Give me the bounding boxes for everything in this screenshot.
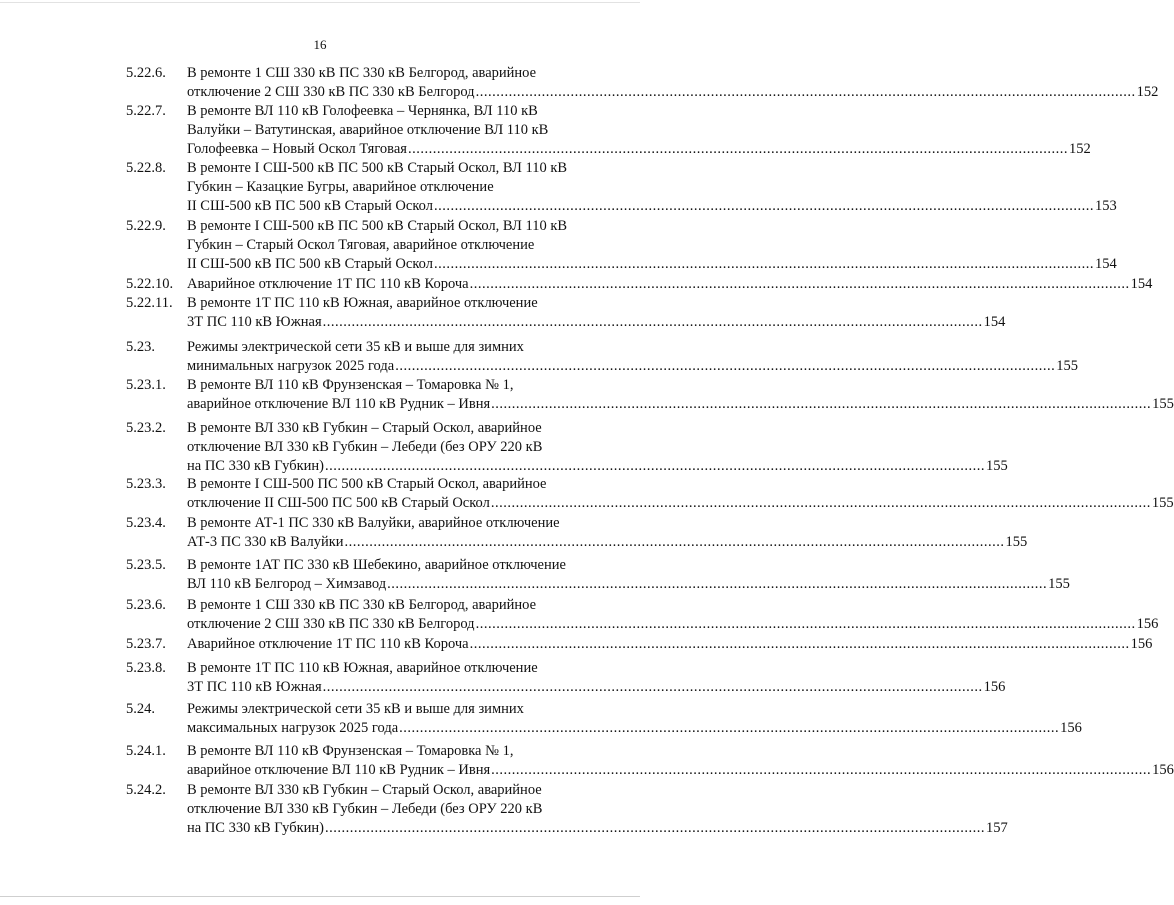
toc-entry-title-line: максимальных нагрузок 2025 года	[187, 720, 399, 736]
toc-entry-number: 5.22.11.	[126, 295, 173, 311]
toc-entry-title-line: В ремонте АТ-1 ПС 330 кВ Валуйки, аварийное отключение	[187, 515, 560, 531]
toc-entry	[0, 217, 1117, 274]
toc-entry-title	[187, 742, 1174, 780]
toc-entry-page-number: 155	[1152, 396, 1174, 412]
toc-entry-title-line: отключение 2 СШ 330 кВ ПС 330 кВ Белгород	[187, 84, 475, 100]
toc-entry-title-line: Валуйки – Ватутинская, аварийное отключение ВЛ 110 кВ	[187, 122, 549, 138]
toc-entry-page-number: 155	[1048, 576, 1070, 592]
dot-leader: ................................................................................................................................................................	[433, 198, 1094, 214]
toc-entry	[0, 376, 1174, 414]
toc-entry-number: 5.22.9.	[126, 218, 166, 234]
toc-entry-number: 5.22.7.	[126, 103, 166, 119]
toc-entry	[0, 659, 1006, 697]
toc-entry-page-number: 154	[1130, 276, 1153, 292]
toc-entry-title-line: В ремонте 1Т ПС 110 кВ Южная, аварийное отключение	[187, 660, 538, 676]
toc-entry-title	[187, 294, 1006, 332]
page-number: 16	[313, 37, 327, 52]
toc-entry	[0, 294, 1006, 332]
toc-entry-title	[187, 596, 1159, 634]
toc-entry-last-line	[187, 395, 1174, 414]
toc-entry-title-line: Губкин – Казацкие Бугры, аварийное отключение	[187, 179, 494, 195]
toc-entry-title	[187, 64, 1159, 102]
toc-entry-page-number: 154	[983, 314, 1006, 330]
toc-entry	[0, 64, 1159, 102]
toc-entry-page-number: 154	[1094, 256, 1117, 272]
toc-entry-title	[187, 102, 1091, 159]
toc-entry-last-line	[187, 197, 1117, 216]
toc-entry-page-number: 156	[983, 679, 1006, 695]
toc-entry-number: 5.24.	[126, 701, 155, 717]
toc-entry-title	[187, 700, 1082, 738]
toc-entry-title	[187, 338, 1078, 376]
toc-entry	[0, 514, 1028, 552]
toc-entry-title-line: В ремонте ВЛ 110 кВ Фрунзенская – Томаровка № 1,	[187, 743, 514, 759]
dot-leader: ................................................................................................................................................................	[324, 458, 985, 474]
toc-entry-title	[187, 556, 1070, 594]
toc-entry-title-line: на ПС 330 кВ Губкин)	[187, 820, 324, 836]
toc-entry-last-line	[187, 678, 1006, 697]
toc-entry-title-line: Аварийное отключение 1Т ПС 110 кВ Короча	[187, 276, 469, 292]
dot-leader: ................................................................................................................................................................	[407, 141, 1068, 157]
toc-entry-last-line	[187, 533, 1028, 552]
toc-entry-title	[187, 217, 1117, 274]
toc-entry-title-line: В ремонте ВЛ 330 кВ Губкин – Старый Оскол, аварийное	[187, 420, 542, 436]
toc-entry-page-number: 152	[1068, 141, 1091, 157]
toc-entry-number: 5.22.6.	[126, 65, 166, 81]
toc-entry-title	[187, 376, 1174, 414]
toc-entry-title-line: В ремонте ВЛ 330 кВ Губкин – Старый Оскол, аварийное	[187, 782, 542, 798]
dot-leader: ................................................................................................................................................................	[469, 276, 1130, 292]
toc-entry-title-line: отключение II СШ-500 ПС 500 кВ Старый Оскол	[187, 495, 490, 511]
toc-entry-number: 5.23.	[126, 339, 155, 355]
toc-entry-number: 5.23.3.	[126, 476, 166, 492]
toc-entry-title-line: отключение ВЛ 330 кВ Губкин – Лебеди (без ОРУ 220 кВ	[187, 801, 543, 817]
toc-entry-title-line: В ремонте ВЛ 110 кВ Голофеевка – Чернянка, ВЛ 110 кВ	[187, 103, 538, 119]
toc-entry	[0, 338, 1078, 376]
toc-entry-title	[187, 514, 1028, 552]
toc-entry-page-number: 156	[1060, 720, 1082, 736]
toc-entry-title-line: АТ-3 ПС 330 кВ Валуйки	[187, 534, 344, 550]
toc-entry	[0, 159, 1117, 216]
toc-entry-title-line: отключение 2 СШ 330 кВ ПС 330 кВ Белгород	[187, 616, 475, 632]
toc-entry-last-line	[187, 575, 1070, 594]
toc-entry-title-line: II СШ-500 кВ ПС 500 кВ Старый Оскол	[187, 256, 433, 272]
toc-entry-number: 5.23.7.	[126, 636, 166, 652]
toc-entry	[0, 275, 1153, 294]
toc-entry-page-number: 156	[1152, 762, 1174, 778]
toc-entry	[0, 742, 1174, 780]
toc-entry-last-line	[187, 635, 1153, 654]
toc-entry-title	[187, 419, 1008, 476]
toc-entry	[0, 635, 1153, 654]
toc-entry-title-line: II СШ-500 кВ ПС 500 кВ Старый Оскол	[187, 198, 433, 214]
dot-leader: ................................................................................................................................................................	[491, 762, 1152, 778]
toc-entry	[0, 556, 1070, 594]
toc-entry-number: 5.23.6.	[126, 597, 166, 613]
toc-entry-page-number: 152	[1136, 84, 1159, 100]
toc-entry-page-number: 157	[985, 820, 1008, 836]
dot-leader: ................................................................................................................................................................	[475, 84, 1136, 100]
toc-entry	[0, 475, 1174, 513]
toc-entry	[0, 596, 1159, 634]
dot-leader: ................................................................................................................................................................	[395, 358, 1056, 374]
toc-entry-title-line: 3Т ПС 110 кВ Южная	[187, 314, 322, 330]
toc-entry-title-line: аварийное отключение ВЛ 110 кВ Рудник – Ивня	[187, 762, 491, 778]
toc-entry-last-line	[187, 313, 1006, 332]
toc-entry-page-number: 153	[1094, 198, 1117, 214]
toc-entry-number: 5.23.8.	[126, 660, 166, 676]
dot-leader: ................................................................................................................................................................	[475, 616, 1136, 632]
toc-entry-last-line	[187, 255, 1117, 274]
toc-entry	[0, 781, 1008, 838]
toc-entry-last-line	[187, 615, 1159, 634]
toc-entry-title-line: В ремонте 1Т ПС 110 кВ Южная, аварийное отключение	[187, 295, 538, 311]
toc-entry-title-line: Голофеевка – Новый Оскол Тяговая	[187, 141, 407, 157]
toc-entry-number: 5.23.2.	[126, 420, 166, 436]
toc-entry-number: 5.22.8.	[126, 160, 166, 176]
toc-entry-title	[187, 475, 1174, 513]
toc-entry-last-line	[187, 719, 1082, 738]
toc-entry-title-line: Режимы электрической сети 35 кВ и выше для зимних	[187, 701, 524, 717]
toc-entry-title-line: на ПС 330 кВ Губкин)	[187, 458, 324, 474]
dot-leader: ................................................................................................................................................................	[490, 495, 1151, 511]
toc-entry-last-line	[187, 819, 1008, 838]
toc-entry-number: 5.24.2.	[126, 782, 166, 798]
toc-entry-number: 5.22.10.	[126, 276, 174, 292]
toc-entry-title-line: В ремонте ВЛ 110 кВ Фрунзенская – Томаровка № 1,	[187, 377, 514, 393]
toc-entry-title-line: В ремонте I СШ-500 ПС 500 кВ Старый Оскол, аварийное	[187, 476, 547, 492]
toc-entry-page-number: 155	[1005, 534, 1028, 550]
toc-entry-title	[187, 781, 1008, 838]
dot-leader: ................................................................................................................................................................	[324, 820, 985, 836]
bottom-edge-rule	[0, 896, 640, 897]
toc-entry-title	[187, 659, 1006, 697]
dot-leader: ................................................................................................................................................................	[322, 679, 983, 695]
toc-entry-last-line	[187, 357, 1078, 376]
toc-entry-last-line	[187, 140, 1091, 159]
toc-entry-number: 5.24.1.	[126, 743, 166, 759]
toc-entry-page-number: 156	[1130, 636, 1153, 652]
dot-leader: ................................................................................................................................................................	[387, 576, 1048, 592]
toc-entry	[0, 102, 1091, 159]
toc-entry-page-number: 155	[1151, 495, 1174, 511]
toc-entry-title-line: Режимы электрической сети 35 кВ и выше для зимних	[187, 339, 524, 355]
toc-entry-title-line: В ремонте I СШ-500 кВ ПС 500 кВ Старый Оскол, ВЛ 110 кВ	[187, 218, 568, 234]
dot-leader: ................................................................................................................................................................	[491, 396, 1152, 412]
toc-entry-title-line: В ремонте I СШ-500 кВ ПС 500 кВ Старый Оскол, ВЛ 110 кВ	[187, 160, 568, 176]
dot-leader: ................................................................................................................................................................	[344, 534, 1005, 550]
toc-entry-last-line	[187, 457, 1008, 476]
toc-entry	[0, 700, 1082, 738]
toc-entry-last-line	[187, 83, 1159, 102]
toc-entry-title-line: отключение ВЛ 330 кВ Губкин – Лебеди (без ОРУ 220 кВ	[187, 439, 543, 455]
toc-entry-title-line: В ремонте 1АТ ПС 330 кВ Шебекино, аварийное отключение	[187, 557, 566, 573]
toc-entry-title	[187, 635, 1153, 654]
toc-entry-title-line: В ремонте 1 СШ 330 кВ ПС 330 кВ Белгород, аварийное	[187, 597, 537, 613]
toc-entry-title-line: Губкин – Старый Оскол Тяговая, аварийное отключение	[187, 237, 535, 253]
toc-entry-last-line	[187, 275, 1153, 294]
dot-leader: ................................................................................................................................................................	[469, 636, 1130, 652]
toc-entry-title-line: аварийное отключение ВЛ 110 кВ Рудник – Ивня	[187, 396, 491, 412]
toc-entry-page-number: 156	[1136, 616, 1159, 632]
toc-entry-number: 5.23.1.	[126, 377, 166, 393]
toc-entry-title-line: минимальных нагрузок 2025 года	[187, 358, 395, 374]
toc-entry-title-line: ВЛ 110 кВ Белгород – Химзавод	[187, 576, 387, 592]
dot-leader: ................................................................................................................................................................	[433, 256, 1094, 272]
toc-entry-last-line	[187, 494, 1174, 513]
toc-entry-title	[187, 159, 1117, 216]
top-edge-rule	[0, 2, 640, 3]
toc-entry-title-line: Аварийное отключение 1Т ПС 110 кВ Короча	[187, 636, 469, 652]
toc-entry-page-number: 155	[1056, 358, 1078, 374]
toc-entry-number: 5.23.4.	[126, 515, 166, 531]
toc-entry-page-number: 155	[985, 458, 1008, 474]
toc-entry-title-line: 3Т ПС 110 кВ Южная	[187, 679, 322, 695]
toc-entry-title-line: В ремонте 1 СШ 330 кВ ПС 330 кВ Белгород, аварийное	[187, 65, 537, 81]
toc-entry-title	[187, 275, 1153, 294]
toc-entry-last-line	[187, 761, 1174, 780]
toc-entry-number: 5.23.5.	[126, 557, 166, 573]
dot-leader: ................................................................................................................................................................	[399, 720, 1060, 736]
toc-entry	[0, 419, 1008, 476]
dot-leader: ................................................................................................................................................................	[322, 314, 983, 330]
